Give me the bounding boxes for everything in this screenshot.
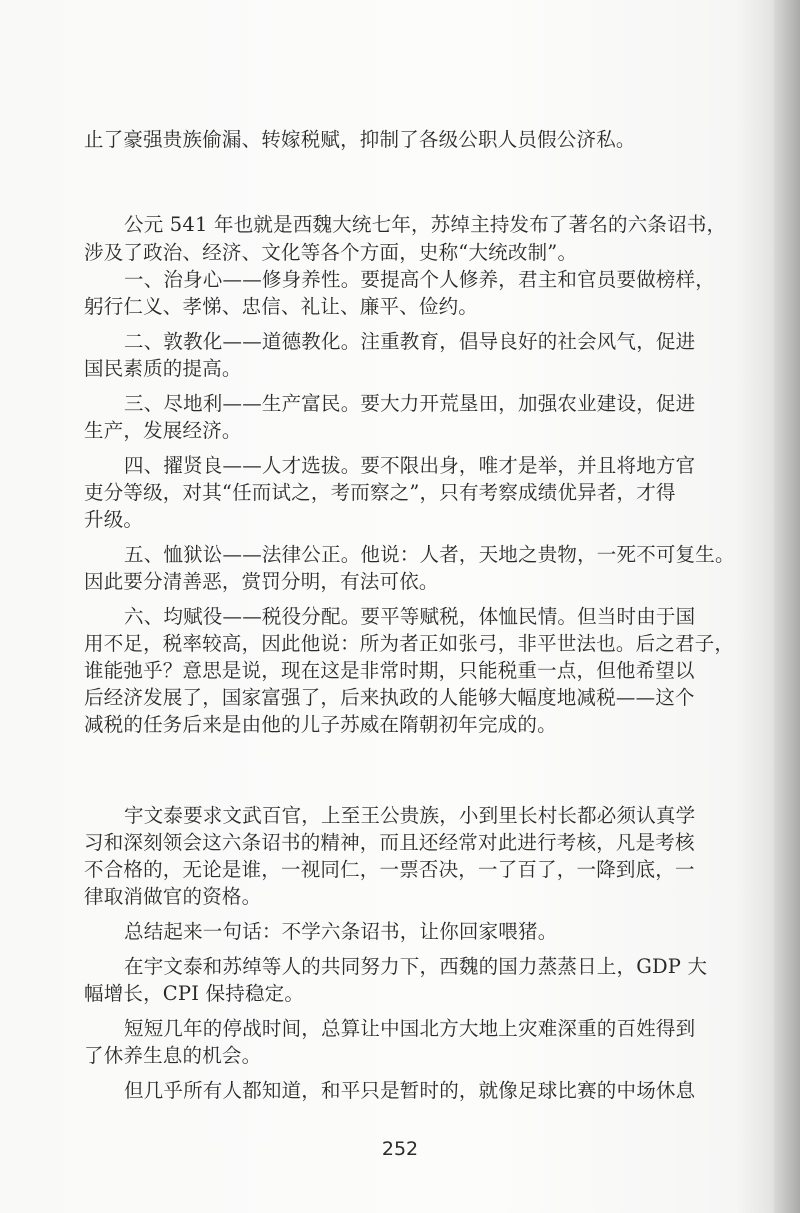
text-line: 躬行仁义、孝悌、忠信、礼让、廉平、俭约。: [84, 295, 479, 318]
text-line: 谁能弛乎？意思是说，现在这是非常时期，只能税重一点，但他希望以: [84, 659, 695, 682]
text-line: 总结起来一句话：不学六条诏书，让你回家喂猪。: [124, 920, 558, 943]
text-line: 减税的任务后来是由他的儿子苏威在隋朝初年完成的。: [84, 713, 557, 736]
text-line: 幅增长，CPI 保持稳定。: [84, 982, 305, 1005]
text-line: 二、敦教化——道德教化。注重教育，倡导良好的社会风气，促进: [124, 330, 696, 353]
text-line: 但几乎所有人都知道，和平只是暂时的，就像足球比赛的中场休息: [124, 1079, 696, 1102]
text-line: 六、均赋役——税役分配。要平等赋税，体恤民情。但当时由于国: [124, 605, 696, 628]
text-line: 不合格的，无论是谁，一视同仁，一票否决，一了百了，一降到底，一: [84, 858, 695, 881]
text-line: 国民素质的提高。: [84, 357, 242, 380]
text-line: 一、治身心——修身养性。要提高个人修养，君主和官员要做榜样，: [124, 268, 716, 291]
text-line: 律取消做官的资格。: [84, 885, 262, 908]
text-line: 吏分等级，对其“任而试之，考而察之”，只有考察成绩优异者，才得: [84, 481, 676, 504]
text-line: 升级。: [84, 508, 144, 531]
text-line: 在宇文泰和苏绰等人的共同努力下，西魏的国力蒸蒸日上，GDP 大: [124, 955, 708, 978]
text-line: 涉及了政治、经济、文化等各个方面，史称“大统改制”。: [84, 241, 578, 264]
text-line: 习和深刻领会这六条诏书的精神，而且还经常对此进行考核，凡是考核: [84, 831, 695, 854]
text-line: 止了豪强贵族偷漏、转嫁税赋，抑制了各级公职人员假公济私。: [84, 128, 636, 151]
text-line: 用不足，税率较高，因此他说：所为者正如张弓，非平世法也。后之君子，: [84, 632, 735, 655]
text-line: 了休养生息的机会。: [84, 1044, 262, 1067]
page-edge-shadow: [774, 0, 800, 1213]
text-line: 后经济发展了，国家富强了，后来执政的人能够大幅度地减税——这个: [84, 686, 695, 709]
text-line: 五、恤狱讼——法律公正。他说：人者，天地之贵物，一死不可复生。: [124, 543, 735, 566]
text-line: 四、擢贤良——人才选拔。要不限出身，唯才是举，并且将地方官: [124, 454, 696, 477]
text-line: 生产，发展经济。: [84, 419, 242, 442]
text-line: 三、尽地利——生产富民。要大力开荒垦田，加强农业建设，促进: [124, 392, 696, 415]
text-line: 因此要分清善恶，赏罚分明，有法可依。: [84, 570, 439, 593]
text-line: 宇文泰要求文武百官，上至王公贵族，小到里长村长都必须认真学: [124, 804, 696, 827]
text-line: 短短几年的停战时间，总算让中国北方大地上灾难深重的百姓得到: [124, 1017, 696, 1040]
page-number: 252: [381, 1138, 419, 1160]
text-line: 公元 541 年也就是西魏大统七年，苏绰主持发布了著名的六条诏书，: [124, 213, 727, 236]
